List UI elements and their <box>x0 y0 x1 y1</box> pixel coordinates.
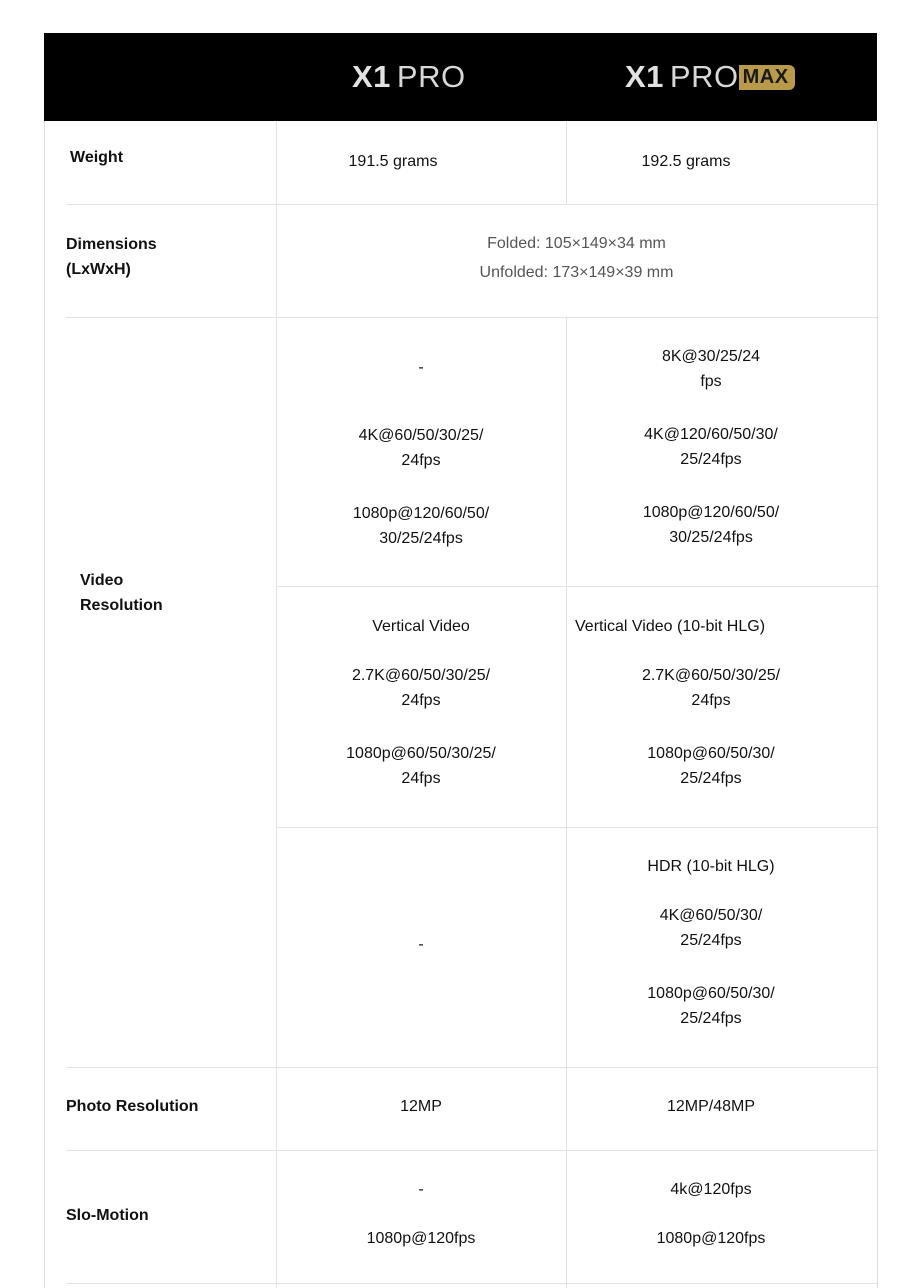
weight-pro-value: 191.5 grams <box>348 153 438 170</box>
slo-motion-max-value: 4k@120fps 1080p@120fps <box>656 1181 766 1247</box>
dimensions-unfolded: Unfolded: 173×149×39 mm <box>479 264 674 281</box>
dimensions-folded: Folded: 105×149×34 mm <box>487 235 666 252</box>
photo-pro-value: 12MP <box>400 1098 442 1115</box>
video-pro-hdr: - <box>418 936 424 953</box>
weight-label: Weight <box>70 149 124 166</box>
weight-max-value: 192.5 grams <box>641 153 731 170</box>
video-resolution-label: Video Resolution <box>80 572 163 614</box>
video-max-hdr: HDR (10-bit HLG) 4K@60/50/30/ 25/24fps 1080p@60/50/30/ 25/24fps <box>647 858 775 1027</box>
slo-motion-label: Slo-Motion <box>66 1207 149 1224</box>
row-divider <box>66 1283 877 1284</box>
video-max-standard: 8K@30/25/24 fps 4K@120/60/50/30/ 25/24fps 1080p@120/60/50/ 30/25/24fps <box>642 348 780 546</box>
dimensions-value <box>276 229 877 287</box>
slo-motion-pro-value: - 1080p@120fps <box>366 1181 476 1247</box>
table-header <box>44 33 877 121</box>
x1-pro-logo: X1 PRO <box>352 59 466 94</box>
row-divider <box>66 1067 877 1068</box>
video-max-vertical: Vertical Video (10-bit HLG) 2.7K@60/50/30/25/ 24fps 1080p@60/50/30/ 25/24fps <box>575 618 781 787</box>
video-pro-vertical: Vertical Video 2.7K@60/50/30/25/ 24fps 1080p@60/50/30/25/ 24fps <box>346 618 496 787</box>
row-divider <box>276 827 877 828</box>
photo-resolution-label: Photo Resolution <box>66 1098 199 1115</box>
max-badge: MAX <box>739 65 795 90</box>
row-divider <box>66 1150 877 1151</box>
row-divider <box>276 586 877 587</box>
dimensions-label: Dimensions (LxWxH) <box>66 236 157 278</box>
row-divider <box>66 204 877 205</box>
x1-pro-max-logo: X1 PRO MAX <box>625 59 795 95</box>
photo-max-value: 12MP/48MP <box>666 1098 756 1115</box>
spec-comparison-table <box>44 33 877 1288</box>
video-pro-standard: - 4K@60/50/30/25/ 24fps 1080p@120/60/50/ 30/25/24fps <box>352 359 490 547</box>
row-divider <box>66 317 877 318</box>
